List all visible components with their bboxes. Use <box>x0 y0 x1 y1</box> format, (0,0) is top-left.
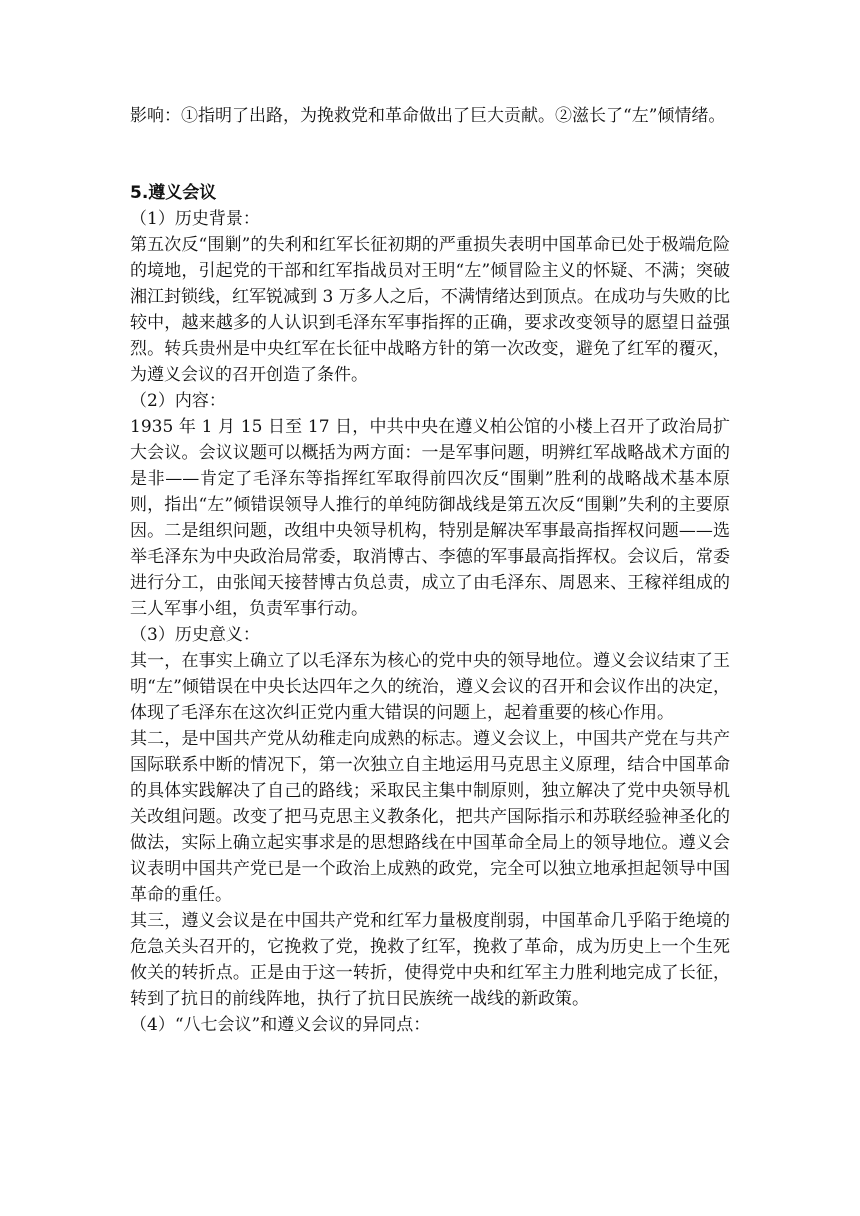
zunyi-section <box>130 180 730 1038</box>
content-heading: （2）内容： <box>130 391 226 411</box>
background-heading: （1）历史背景： <box>130 209 260 229</box>
impact-paragraph: 影响：①指明了出路，为挽救党和革命做出了巨大贡献。②滋长了“左”倾情绪。 <box>130 106 726 126</box>
content-paragraph: 1935 年 1 月 15 日至 17 日，中共中央在遵义柏公馆的小楼上召开了政治局扩大会议。会议议题可以概括为两方面：一是军事问题，明辨红军战略战术方面的是非——肯定了毛泽东等指挥红军取得前四次反“围剿”胜利的战略战术基本原则，指出“左”倾错误领导人推行的单纯防御战线是第五次反“围剿”失利的主要原因。二是组织问题，改组中央领导机构，特别是解决军事最高指挥权问题——选举毛泽东为中央政治局常委，取消博古、李德的军事最高指挥权。会议后，常委进行分工，由张闻天接替博古负总责，成立了由毛泽东、周恩来、王稼祥组成的三人军事小组，负责军事行动。 <box>130 417 730 619</box>
significance-paragraph-1: 其一，在事实上确立了以毛泽东为核心的党中央的领导地位。遵义会议结束了王明“左”倾错误在中央长达四年之久的统治，遵义会议的召开和会议作出的决定，体现了毛泽东在这次纠正党内重大错误的问题上，起着重要的核心作用。 <box>130 651 730 723</box>
background-paragraph: 第五次反“围剿”的失利和红军长征初期的严重损失表明中国革命已处于极端危险的境地，引起党的干部和红军指战员对王明“左”倾冒险主义的怀疑、不满；突破湘江封锁线，红军锐减到 3 万多人之后，不满情绪达到顶点。在成功与失败的比较中，越来越多的人认识到毛泽东军事指挥的正确，要求改变领导的愿望日益强烈。转兵贵州是中央红军在长征中战略方针的第一次改变，避免了红军的覆灭，为遵义会议的召开创造了条件。 <box>130 235 730 385</box>
comparison-heading: （4）“八七会议”和遵义会议的异同点： <box>130 1015 431 1035</box>
document-page <box>130 0 730 1216</box>
significance-paragraph-3: 其三，遵义会议是在中国共产党和红军力量极度削弱，中国革命几乎陷于绝境的危急关头召开的，它挽救了党，挽救了红军，挽救了革命，成为历史上一个生死攸关的转折点。正是由于这一转折，使得党中央和红军主力胜利地完成了长征，转到了抗日的前线阵地，执行了抗日民族统一战线的新政策。 <box>130 911 730 1009</box>
significance-heading: （3）历史意义： <box>130 625 260 645</box>
significance-paragraph-2: 其二，是中国共产党从幼稚走向成熟的标志。遵义会议上，中国共产党在与共产国际联系中断的情况下，第一次独立自主地运用马克思主义原理，结合中国革命的具体实践解决了自己的路线；采取民主集中制原则，独立解决了党中央领导机关改组问题。改变了把马克思主义教条化，把共产国际指示和苏联经验神圣化的做法，实际上确立起实事求是的思想路线在中国革命全局上的领导地位。遵义会议表明中国共产党已是一个政治上成熟的政党，完全可以独立地承担起领导中国革命的重任。 <box>130 729 730 905</box>
section-title: 5.遵义会议 <box>130 183 217 203</box>
